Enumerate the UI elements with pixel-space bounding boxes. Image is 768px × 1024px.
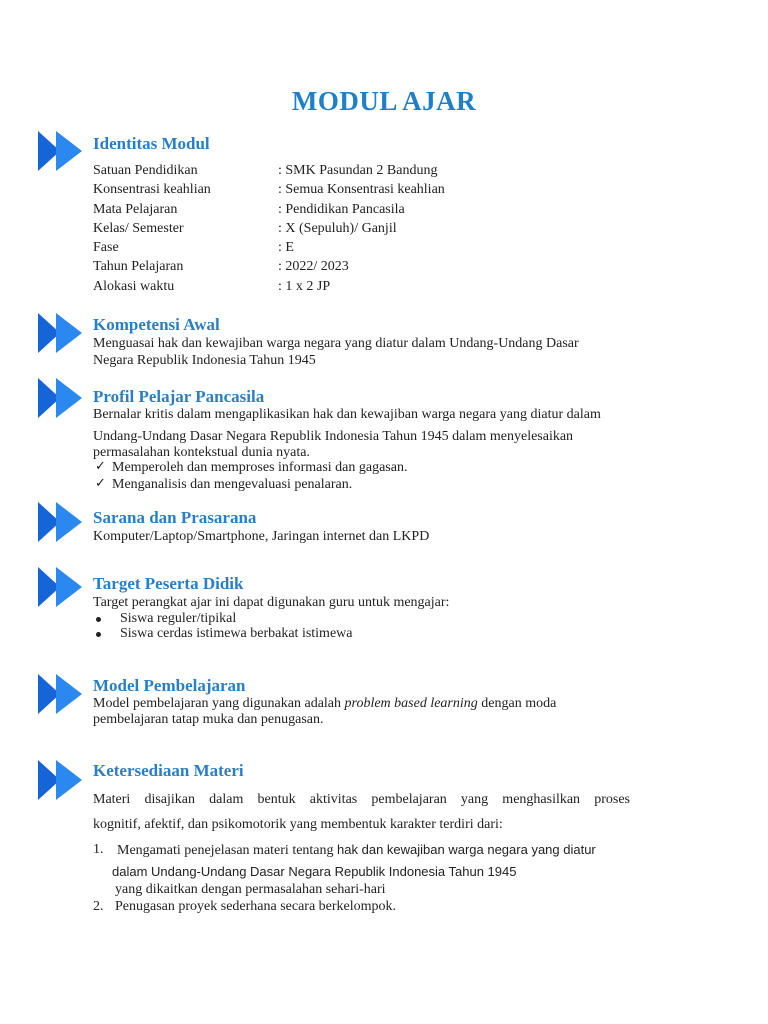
section-heading-model: Model Pembelajaran (93, 676, 246, 695)
double-chevron-right-icon (38, 760, 86, 800)
identity-value: : 1 x 2 JP (278, 279, 331, 294)
check-item: Memperoleh dan memproses informasi dan gagasan. (112, 460, 408, 475)
check-icon: ✓ (95, 458, 106, 473)
kompetensi-text-line: Menguasai hak dan kewajiban warga negara yang diatur dalam Undang-Undang Dasar (93, 336, 579, 351)
double-chevron-right-icon (38, 674, 86, 714)
materi-item-1-line: dalam Undang-Undang Dasar Negara Republik Indonesia Tahun 1945 (112, 864, 517, 879)
check-item: Menganalisis dan mengevaluasi penalaran. (112, 477, 353, 492)
materi-item-1-line: yang dikaitkan dengan permasalahan sehari-hari (115, 882, 386, 897)
bullet-icon (96, 617, 101, 622)
target-intro: Target perangkat ajar ini dapat digunakan guru untuk mengajar: (93, 595, 450, 610)
profil-text-line: Undang-Undang Dasar Negara Republik Indonesia Tahun 1945 dalam menyelesaikan (93, 429, 574, 444)
section-heading-profil: Profil Pelajar Pancasila (93, 387, 265, 406)
profil-text-line: Bernalar kritis dalam mengaplikasikan hak dan kewajiban warga negara yang diatur dalam (93, 407, 601, 422)
model-text-prefix: Model pembelajaran yang digunakan adalah (93, 696, 345, 711)
model-text-suffix: dengan moda (477, 696, 557, 711)
materi-item-1 (117, 840, 596, 860)
double-chevron-right-icon (38, 131, 86, 171)
section-heading-kompetensi: Kompetensi Awal (93, 315, 220, 334)
identity-label: Satuan Pendidikan (93, 163, 198, 178)
bullet-item: Siswa cerdas istimewa berbakat istimewa (120, 626, 353, 641)
identity-label: Konsentrasi keahlian (93, 182, 211, 197)
identity-value: : Pendidikan Pancasila (278, 202, 405, 217)
materi-item-2: Penugasan proyek sederhana secara berkelompok. (115, 899, 397, 914)
materi-text-line: kognitif, afektif, dan psikomotorik yang membentuk karakter terdiri dari: (93, 817, 503, 832)
section-heading-identitas: Identitas Modul (93, 134, 210, 153)
check-icon: ✓ (95, 475, 106, 490)
list-number: 1. (93, 842, 104, 857)
identity-value: : SMK Pasundan 2 Bandung (278, 163, 438, 178)
identity-label: Kelas/ Semester (93, 221, 184, 236)
materi-text-line: Materi disajikan dalam bentuk aktivitas pembelajaran yang menghasilkan proses (93, 792, 630, 807)
list-number: 2. (93, 899, 104, 914)
bullet-icon (96, 632, 101, 637)
identity-label: Fase (93, 240, 119, 255)
double-chevron-right-icon (38, 567, 86, 607)
bullet-item: Siswa reguler/tipikal (120, 611, 237, 626)
model-text-italic: problem based learning (344, 696, 478, 711)
double-chevron-right-icon (38, 502, 86, 542)
identity-value: : E (278, 240, 294, 255)
identity-value: : Semua Konsentrasi keahlian (278, 182, 445, 197)
materi-item-1-sans: hak dan kewajiban warga negara yang diatur (337, 842, 596, 857)
identity-value: : X (Sepuluh)/ Ganjil (278, 221, 397, 236)
section-heading-sarana: Sarana dan Prasarana (93, 508, 257, 527)
sarana-text: Komputer/Laptop/Smartphone, Jaringan internet dan LKPD (93, 529, 430, 544)
page-title: MODUL AJAR (291, 86, 477, 116)
double-chevron-right-icon (38, 378, 86, 418)
identity-label: Alokasi waktu (93, 279, 175, 294)
section-heading-materi: Ketersediaan Materi (93, 761, 244, 780)
identity-label: Mata Pelajaran (93, 202, 178, 217)
identity-label: Tahun Pelajaran (93, 259, 184, 274)
model-text-line: pembelajaran tatap muka dan penugasan. (93, 712, 324, 727)
materi-item-1-serif: Mengamati penejelasan materi tentang (117, 843, 338, 858)
section-heading-target: Target Peserta Didik (93, 574, 244, 593)
profil-text-line: permasalahan kontekstual dunia nyata. (93, 445, 310, 460)
identity-value: : 2022/ 2023 (278, 259, 349, 274)
kompetensi-text-line: Negara Republik Indonesia Tahun 1945 (93, 353, 316, 368)
double-chevron-right-icon (38, 313, 86, 353)
